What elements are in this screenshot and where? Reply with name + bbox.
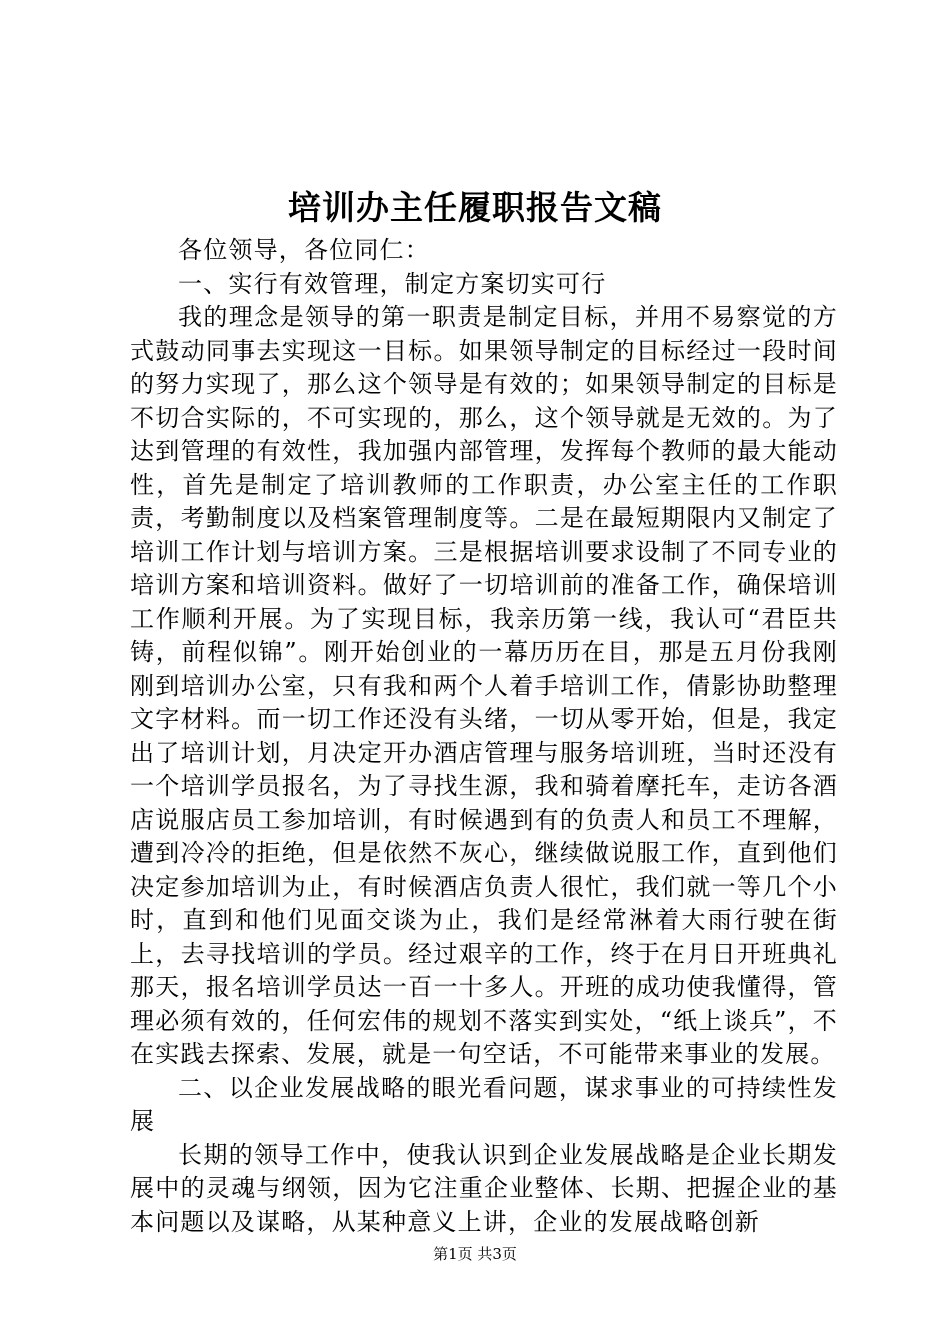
document-title: 培训办主任履职报告文稿 [288,188,662,227]
document-body [130,234,838,1239]
body-paragraph-2: 长期的领导工作中，使我认识到企业发展战略是企业长期发展中的灵魂与纲领，因为它注重企业整体、长期、把握企业的基本问题以及谋略，从某种意义上讲，企业的发展战略创新 [130,1140,838,1236]
salutation: 各位领导，各位同仁： [178,236,430,264]
section-heading-2: 二、以企业发展战略的眼光看问题，谋求事业的可持续性发展 [130,1073,838,1135]
page-footer: 第1页 共3页 [433,1245,517,1263]
body-paragraph-1: 我的理念是领导的第一职责是制定目标，并用不易察觉的方式鼓动同事去实现这一目标。如果领导制定的目标经过一段时间的努力实现了，那么这个领导是有效的；如果领导制定的目标是不切合实际的，不可实现的，那么，这个领导就是无效的。为了达到管理的有效性，我加强内部管理，发挥每个教师的最大能动性，首先是制定了培训教师的工作职责，办公室主任的工作职责，考勤制度以及档案管理制度等。二是在最短期限内又制定了培训工作计划与培训方案。三是根据培训要求设制了不同专业的培训方案和培训资料。做好了一切培训前的准备工作，确保培训工作顺利开展。为了实现目标，我亲历第一线，我认可“君臣共铸，前程似锦”。刚开始创业的一幕历历在目，那是五月份我刚刚到培训办公室，只有我和两个人着手培训工作，倩影协助整理文字材料。而一切工作还没有头绪，一切从零开始，但是，我定出了培训计划，月决定开办酒店管理与服务培训班，当时还没有一个培训学员报名，为了寻找生源，我和骑着摩托车，走访各酒店说服店员工参加培训，有时候遇到有的负责人和员工不理解，遭到冷冷的拒绝，但是依然不灰心，继续做说服工作，直到他们决定参加培训为止，有时候酒店负责人很忙，我们就一等几个小时，直到和他们见面交谈为止，我们是经常淋着大雨行驶在街上，去寻找培训的学员。经过艰辛的工作，终于在月日开班典礼那天，报名培训学员达一百一十多人。开班的成功使我懂得，管理必须有效的，任何宏伟的规划不落实到实处，“纸上谈兵”，不在实践去探索、发展，就是一句空话，不可能带来事业的发展。 [130,303,838,1068]
section-heading-1: 一、实行有效管理，制定方案切实可行 [178,269,607,298]
